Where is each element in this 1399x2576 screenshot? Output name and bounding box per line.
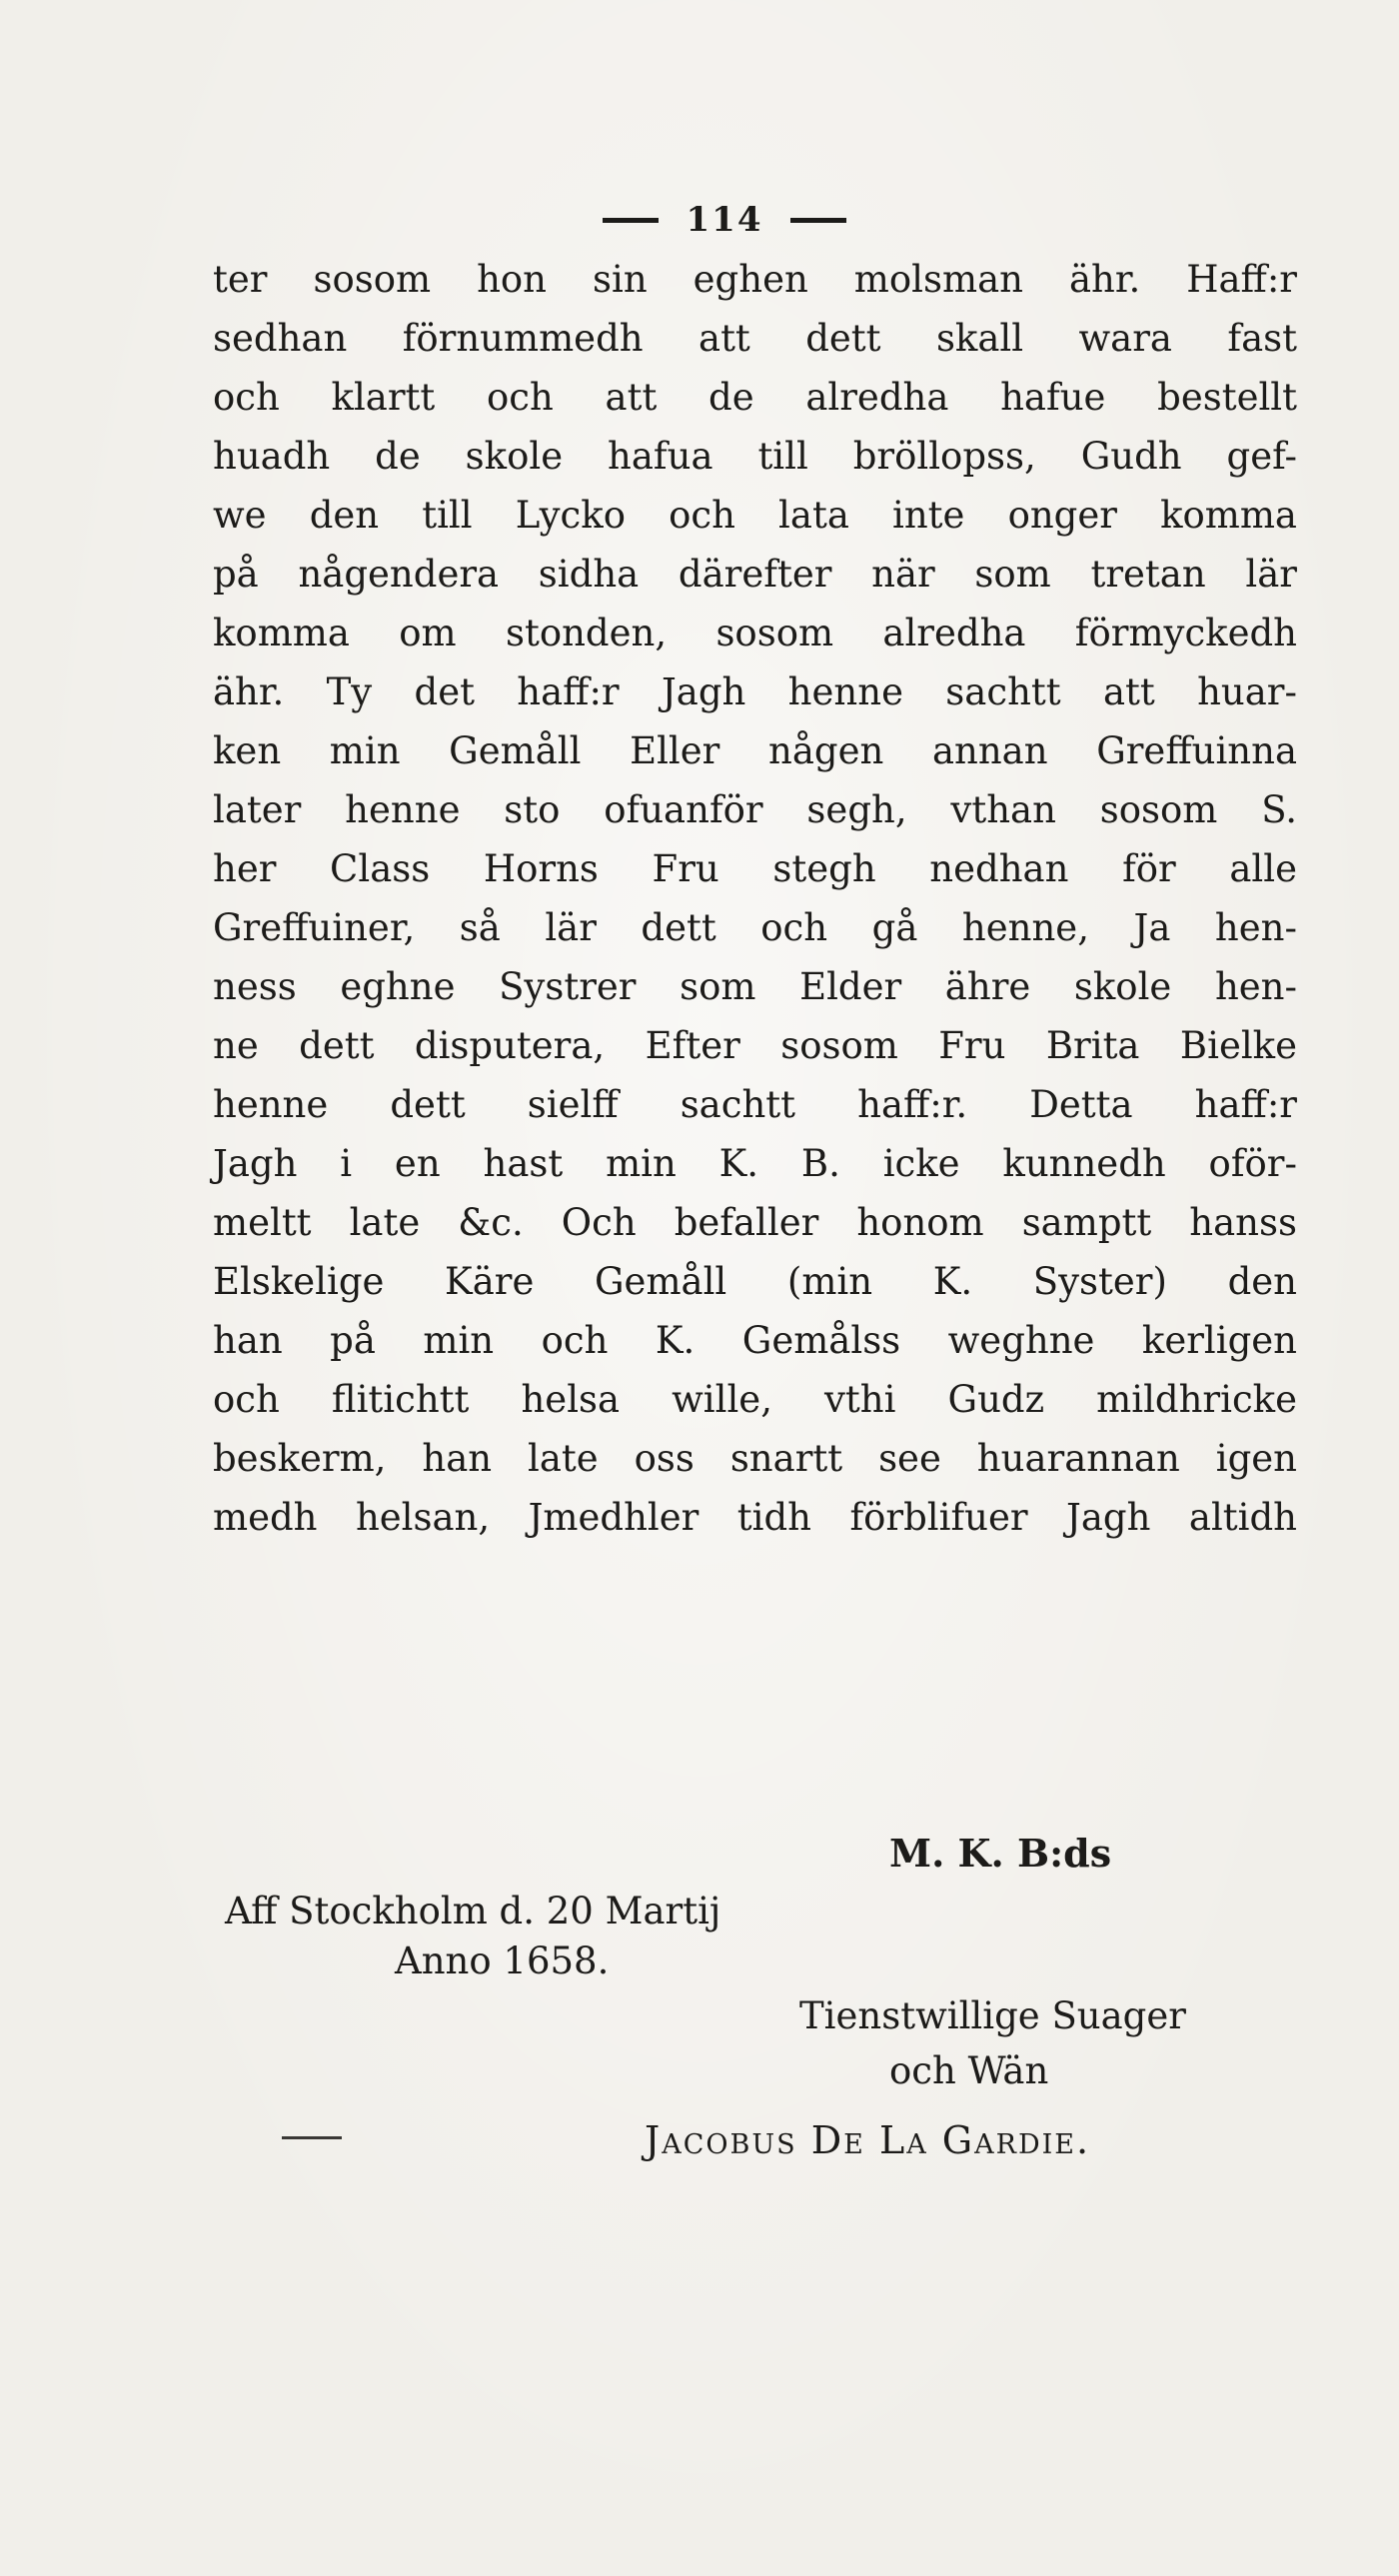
text-line: han på min och K. Gemålss weghne kerligen xyxy=(213,1319,1297,1362)
closing-line-1: Tienstwillige Suager xyxy=(799,1994,1186,2037)
text-line: och flitichtt helsa wille, vthi Gudz mildhricke xyxy=(213,1378,1297,1421)
signature: Jacobus De La Gardie. xyxy=(645,2118,1091,2162)
text-line: Greffuiner, så lär dett och gå henne, Ja hen- xyxy=(213,906,1297,949)
text-line: meltt late &c. Och befaller honom samptt hanss xyxy=(213,1201,1297,1244)
letter-body xyxy=(213,250,1297,1547)
text-line: beskerm, han late oss snartt see huarannan igen xyxy=(213,1437,1297,1480)
page-header xyxy=(560,200,889,240)
text-line: we den till Lycko och lata inte onger komma xyxy=(213,494,1297,537)
place-date xyxy=(225,1887,720,1986)
text-line: henne dett sielff sachtt haff:r. Detta haff:r xyxy=(213,1083,1297,1126)
closing-salutation xyxy=(799,1988,1186,2098)
text-line: Jagh i en hast min K. B. icke kunnedh oför- xyxy=(213,1142,1297,1185)
place-date-line: Aff Stockholm d. 20 Martij xyxy=(225,1890,721,1932)
signoff-initials: M. K. B:ds xyxy=(889,1831,1112,1876)
text-line: her Class Horns Fru stegh nedhan för alle xyxy=(213,847,1297,890)
text-line: ter sosom hon sin eghen molsman ähr. Haff:r xyxy=(213,258,1297,301)
year-line: Anno 1658. xyxy=(395,1939,610,1982)
text-line: medh helsan, Jmedhler tidh förblifuer Jagh altidh xyxy=(213,1496,1297,1539)
closing-line-2: och Wän xyxy=(889,2049,1049,2092)
text-line: på någendera sidha därefter när som tretan lär xyxy=(213,553,1297,596)
marginal-dash xyxy=(282,2136,342,2139)
text-line: ness eghne Systrer som Elder ähre skole hen- xyxy=(213,965,1297,1008)
text-line: later henne sto ofuanför segh, vthan sosom S. xyxy=(213,788,1297,831)
text-line: ken min Gemåll Eller någen annan Greffuinna xyxy=(213,729,1297,772)
text-line: sedhan förnummedh att dett skall wara fast xyxy=(213,317,1297,360)
text-line: och klartt och att de alredha hafue bestellt xyxy=(213,376,1297,419)
text-line: Elskelige Käre Gemåll (min K. Syster) den xyxy=(213,1260,1297,1303)
header-dash-left xyxy=(603,218,659,223)
text-line: komma om stonden, sosom alredha förmyckedh xyxy=(213,612,1297,654)
text-line: ähr. Ty det haff:r Jagh henne sachtt att huar- xyxy=(213,670,1297,713)
text-line: huadh de skole hafua till bröllopss, Gudh gef- xyxy=(213,435,1297,478)
page-number: 114 xyxy=(686,200,763,240)
text-line: ne dett disputera, Efter sosom Fru Brita Bielke xyxy=(213,1024,1297,1067)
header-dash-right xyxy=(790,218,846,223)
